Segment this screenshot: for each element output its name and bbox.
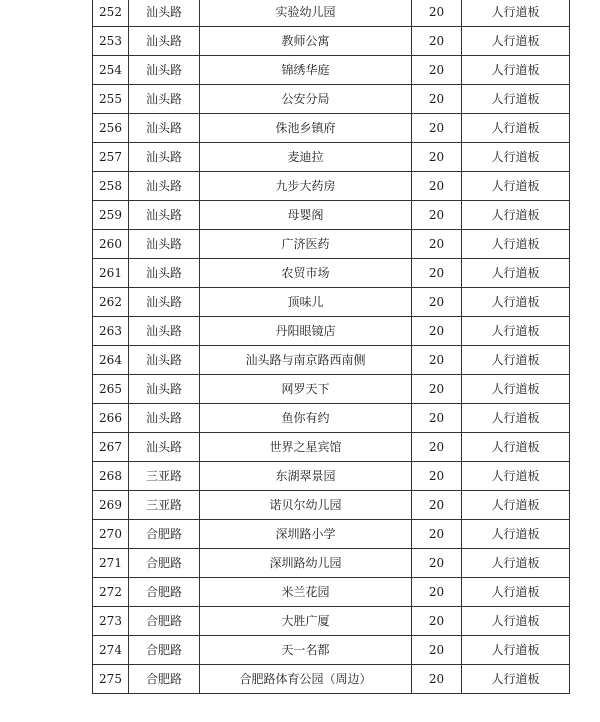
row-number-cell: 252 <box>93 0 129 27</box>
facility-type-cell: 人行道板 <box>462 114 570 143</box>
quantity-cell: 20 <box>412 230 462 259</box>
road-name-cell: 三亚路 <box>129 462 200 491</box>
facility-type-cell: 人行道板 <box>462 85 570 114</box>
facility-type-cell: 人行道板 <box>462 201 570 230</box>
facility-type-cell: 人行道板 <box>462 404 570 433</box>
row-number-cell: 269 <box>93 491 129 520</box>
road-name-cell: 合肥路 <box>129 665 200 694</box>
quantity-cell: 20 <box>412 346 462 375</box>
facility-type-cell: 人行道板 <box>462 230 570 259</box>
location-name-cell: 麦迪拉 <box>200 143 412 172</box>
table-row <box>93 317 570 346</box>
road-name-cell: 合肥路 <box>129 578 200 607</box>
row-number-cell: 275 <box>93 665 129 694</box>
location-name-cell: 侏池乡镇府 <box>200 114 412 143</box>
quantity-cell: 20 <box>412 288 462 317</box>
table-row <box>93 433 570 462</box>
table-row <box>93 27 570 56</box>
location-name-cell: 世界之星宾馆 <box>200 433 412 462</box>
quantity-cell: 20 <box>412 607 462 636</box>
row-number-cell: 262 <box>93 288 129 317</box>
facility-type-cell: 人行道板 <box>462 288 570 317</box>
table-row <box>93 172 570 201</box>
row-number-cell: 267 <box>93 433 129 462</box>
road-name-cell: 汕头路 <box>129 201 200 230</box>
quantity-cell: 20 <box>412 665 462 694</box>
row-number-cell: 271 <box>93 549 129 578</box>
location-name-cell: 教师公寓 <box>200 27 412 56</box>
road-name-cell: 汕头路 <box>129 404 200 433</box>
row-number-cell: 265 <box>93 375 129 404</box>
row-number-cell: 268 <box>93 462 129 491</box>
road-name-cell: 汕头路 <box>129 85 200 114</box>
row-number-cell: 253 <box>93 27 129 56</box>
facility-type-cell: 人行道板 <box>462 665 570 694</box>
road-name-cell: 汕头路 <box>129 375 200 404</box>
quantity-cell: 20 <box>412 433 462 462</box>
row-number-cell: 254 <box>93 56 129 85</box>
road-name-cell: 汕头路 <box>129 346 200 375</box>
location-name-cell: 深圳路小学 <box>200 520 412 549</box>
row-number-cell: 257 <box>93 143 129 172</box>
table-row <box>93 346 570 375</box>
row-number-cell: 270 <box>93 520 129 549</box>
road-name-cell: 汕头路 <box>129 143 200 172</box>
quantity-cell: 20 <box>412 375 462 404</box>
table-row <box>93 375 570 404</box>
facility-type-cell: 人行道板 <box>462 491 570 520</box>
quantity-cell: 20 <box>412 549 462 578</box>
location-name-cell: 诺贝尔幼儿园 <box>200 491 412 520</box>
row-number-cell: 258 <box>93 172 129 201</box>
location-name-cell: 顶味儿 <box>200 288 412 317</box>
table-row <box>93 404 570 433</box>
quantity-cell: 20 <box>412 491 462 520</box>
location-name-cell: 米兰花园 <box>200 578 412 607</box>
facility-type-cell: 人行道板 <box>462 375 570 404</box>
location-name-cell: 母婴阁 <box>200 201 412 230</box>
quantity-cell: 20 <box>412 114 462 143</box>
location-name-cell: 汕头路与南京路西南侧 <box>200 346 412 375</box>
table-row <box>93 56 570 85</box>
table-row <box>93 607 570 636</box>
facility-type-cell: 人行道板 <box>462 172 570 201</box>
quantity-cell: 20 <box>412 172 462 201</box>
road-name-cell: 汕头路 <box>129 0 200 27</box>
facility-type-cell: 人行道板 <box>462 433 570 462</box>
table-row <box>93 230 570 259</box>
location-name-cell: 锦绣华庭 <box>200 56 412 85</box>
location-name-cell: 农贸市场 <box>200 259 412 288</box>
location-name-cell: 广济医药 <box>200 230 412 259</box>
table-row <box>93 143 570 172</box>
facility-type-cell: 人行道板 <box>462 636 570 665</box>
quantity-cell: 20 <box>412 578 462 607</box>
location-name-cell: 天一名都 <box>200 636 412 665</box>
row-number-cell: 255 <box>93 85 129 114</box>
location-name-cell: 合肥路体育公园（周边） <box>200 665 412 694</box>
facility-type-cell: 人行道板 <box>462 56 570 85</box>
table-body <box>93 0 570 694</box>
table-row <box>93 114 570 143</box>
table-row <box>93 259 570 288</box>
table-row <box>93 578 570 607</box>
location-name-cell: 公安分局 <box>200 85 412 114</box>
row-number-cell: 263 <box>93 317 129 346</box>
row-number-cell: 259 <box>93 201 129 230</box>
table-row <box>93 636 570 665</box>
road-name-cell: 汕头路 <box>129 317 200 346</box>
road-name-cell: 汕头路 <box>129 230 200 259</box>
road-name-cell: 合肥路 <box>129 636 200 665</box>
quantity-cell: 20 <box>412 85 462 114</box>
quantity-cell: 20 <box>412 56 462 85</box>
facility-type-cell: 人行道板 <box>462 607 570 636</box>
facility-type-cell: 人行道板 <box>462 549 570 578</box>
quantity-cell: 20 <box>412 462 462 491</box>
table-row <box>93 288 570 317</box>
road-name-cell: 汕头路 <box>129 172 200 201</box>
facility-type-cell: 人行道板 <box>462 462 570 491</box>
location-name-cell: 九步大药房 <box>200 172 412 201</box>
quantity-cell: 20 <box>412 317 462 346</box>
row-number-cell: 274 <box>93 636 129 665</box>
facility-type-cell: 人行道板 <box>462 143 570 172</box>
table-row <box>93 462 570 491</box>
data-table <box>92 0 570 694</box>
quantity-cell: 20 <box>412 259 462 288</box>
quantity-cell: 20 <box>412 636 462 665</box>
road-name-cell: 汕头路 <box>129 114 200 143</box>
location-name-cell: 鱼你有约 <box>200 404 412 433</box>
facility-type-cell: 人行道板 <box>462 0 570 27</box>
quantity-cell: 20 <box>412 27 462 56</box>
quantity-cell: 20 <box>412 520 462 549</box>
facility-type-cell: 人行道板 <box>462 317 570 346</box>
row-number-cell: 264 <box>93 346 129 375</box>
road-name-cell: 汕头路 <box>129 259 200 288</box>
facility-type-cell: 人行道板 <box>462 520 570 549</box>
location-name-cell: 实验幼儿园 <box>200 0 412 27</box>
row-number-cell: 272 <box>93 578 129 607</box>
road-name-cell: 合肥路 <box>129 549 200 578</box>
row-number-cell: 256 <box>93 114 129 143</box>
road-name-cell: 汕头路 <box>129 27 200 56</box>
location-name-cell: 丹阳眼镜店 <box>200 317 412 346</box>
table-row <box>93 201 570 230</box>
table-row <box>93 665 570 694</box>
table-row <box>93 549 570 578</box>
road-name-cell: 合肥路 <box>129 520 200 549</box>
location-name-cell: 大胜广厦 <box>200 607 412 636</box>
road-name-cell: 汕头路 <box>129 288 200 317</box>
table-row <box>93 85 570 114</box>
row-number-cell: 261 <box>93 259 129 288</box>
table-row <box>93 491 570 520</box>
location-name-cell: 东湖翠景园 <box>200 462 412 491</box>
facility-type-cell: 人行道板 <box>462 578 570 607</box>
row-number-cell: 260 <box>93 230 129 259</box>
location-name-cell: 网罗天下 <box>200 375 412 404</box>
row-number-cell: 273 <box>93 607 129 636</box>
road-name-cell: 汕头路 <box>129 433 200 462</box>
row-number-cell: 266 <box>93 404 129 433</box>
quantity-cell: 20 <box>412 0 462 27</box>
quantity-cell: 20 <box>412 143 462 172</box>
road-name-cell: 三亚路 <box>129 491 200 520</box>
quantity-cell: 20 <box>412 201 462 230</box>
road-name-cell: 汕头路 <box>129 56 200 85</box>
road-name-cell: 合肥路 <box>129 607 200 636</box>
table-row <box>93 520 570 549</box>
facility-type-cell: 人行道板 <box>462 27 570 56</box>
quantity-cell: 20 <box>412 404 462 433</box>
location-name-cell: 深圳路幼儿园 <box>200 549 412 578</box>
table-row <box>93 0 570 27</box>
facility-type-cell: 人行道板 <box>462 346 570 375</box>
facility-type-cell: 人行道板 <box>462 259 570 288</box>
